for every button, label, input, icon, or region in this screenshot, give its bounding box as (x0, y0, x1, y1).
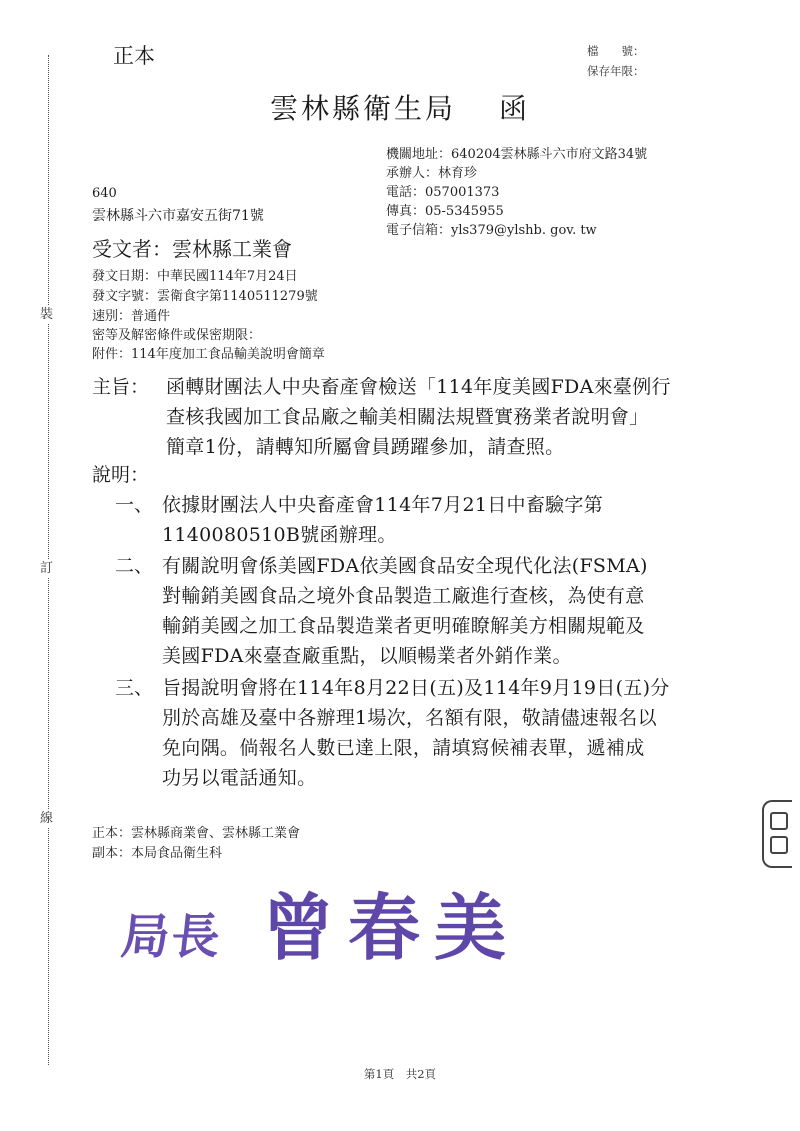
recipient-zip: 640 (92, 186, 117, 201)
archive-file-number: 檔 號： (587, 44, 645, 58)
agency-address: 機關地址：640204雲林縣斗六市府文路34號 (386, 147, 648, 162)
binding-mark-xian: 線 (40, 811, 54, 826)
item-line: 有關說明會係美國FDA依美國食品安全現代化法(FSMA) (162, 555, 648, 577)
item-line: 別於高雄及臺中各辦理1場次，名額有限，敬請儘速報名以 (162, 707, 657, 729)
item-line: 功另以電話通知。 (162, 767, 317, 789)
subject-line: 查核我國加工食品廠之輸美相關法規暨實務業者說明會」 (166, 406, 649, 428)
document-number: 發文字號：雲衛食字第1140511279號 (92, 289, 318, 304)
item-number: 二、 (115, 555, 154, 577)
explanation-label: 說明： (92, 464, 150, 486)
copy-mark: 正本 (113, 44, 155, 68)
partial-seal-icon (762, 800, 792, 868)
agency-contact: 承辦人：林育珍 (386, 166, 478, 181)
item-line: 旨揭說明會將在114年8月22日(五)及114年9月19日(五)分 (162, 677, 670, 699)
item-line: 依據財團法人中央畜產會114年7月21日中畜驗字第 (162, 494, 604, 516)
signature-name: 曾春美 (262, 885, 521, 970)
attachment: 附件：114年度加工食品輸美說明會簡章 (92, 347, 325, 362)
agency-email: 電子信箱：yls379@ylshb. gov. tw (386, 223, 597, 238)
agency-fax: 傳真：05-5345955 (386, 204, 504, 219)
recipient-address: 雲林縣斗六市嘉安五街71號 (92, 208, 264, 224)
recipient: 受文者：雲林縣工業會 (92, 237, 292, 261)
item-line: 免向隅。倘報名人數已達上限，請填寫候補表單，遞補成 (162, 737, 645, 759)
delivery-speed: 速別：普通件 (92, 309, 171, 324)
binding-mark-zhuang: 裝 (40, 307, 54, 322)
item-line: 美國FDA來臺查廠重點，以順暢業者外銷作業。 (162, 645, 572, 667)
issue-date: 發文日期：中華民國114年7月24日 (92, 269, 298, 284)
subject-label: 主旨： (92, 376, 150, 398)
cc-original: 正本：雲林縣商業會、雲林縣工業會 (92, 826, 301, 841)
agency-phone: 電話：057001373 (386, 185, 500, 200)
security-level: 密等及解密條件或保密期限： (92, 328, 262, 343)
item-line: 對輸銷美國食品之境外食品製造工廠進行查核，為使有意 (162, 585, 645, 607)
subject-line: 簡章1份，請轉知所屬會員踴躍參加，請查照。 (166, 436, 565, 458)
page-number: 第1頁 共2頁 (363, 1067, 437, 1081)
item-number: 三、 (115, 677, 154, 699)
item-line: 輸銷美國之加工食品製造業者更明確瞭解美方相關規範及 (162, 615, 645, 637)
subject-line: 函轉財團法人中央畜產會檢送「114年度美國FDA來臺例行 (166, 376, 671, 398)
item-number: 一、 (115, 494, 154, 516)
binding-mark-ding: 訂 (40, 561, 54, 576)
signature-title: 局長 (118, 909, 225, 965)
item-line: 1140080510B號函辦理。 (162, 524, 397, 546)
archive-retention: 保存年限： (587, 64, 645, 78)
document-title: 雲林縣衛生局 函 (270, 92, 530, 125)
cc-copy: 副本：本局食品衛生科 (92, 846, 223, 861)
